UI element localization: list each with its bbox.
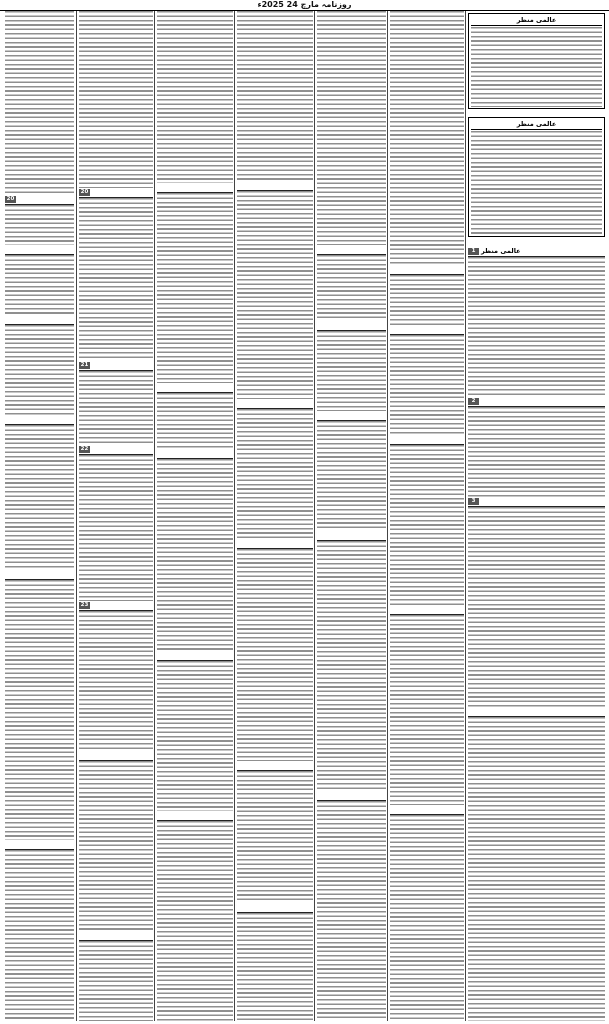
box-title: عالمی منظر (516, 16, 557, 24)
article-text (390, 11, 464, 265)
article-text (5, 425, 74, 570)
article-headline (237, 181, 313, 191)
article-text (157, 821, 233, 1021)
article-number-badge: 23 (80, 601, 89, 608)
article-text (390, 815, 464, 1021)
article-text (237, 11, 313, 181)
article-number-badge: 22 (80, 445, 89, 452)
article-text (468, 407, 605, 497)
news-column-2 (76, 11, 155, 1021)
article-text (471, 131, 602, 235)
article-text (157, 393, 233, 449)
article-headline (157, 383, 233, 393)
article-text (5, 11, 74, 195)
article-number-badge: 1 (468, 248, 479, 255)
box-headline (471, 16, 602, 26)
article-headline (317, 245, 386, 255)
article-headline (468, 497, 605, 507)
masthead (0, 0, 609, 11)
article-headline (390, 325, 464, 335)
article-headline (79, 601, 153, 611)
article-headline (390, 435, 464, 445)
boxed-column-item (468, 13, 605, 109)
article-headline (390, 605, 464, 615)
article-headline (157, 811, 233, 821)
article-text (237, 913, 313, 1021)
news-column-5 (314, 11, 388, 1021)
article-text (390, 275, 464, 325)
article-headline (468, 397, 605, 407)
article-text (468, 717, 605, 1021)
article-headline (5, 840, 74, 850)
issue-date: روزنامہ مارچ 24 2025ء (257, 0, 352, 9)
article-text (317, 421, 386, 531)
article-text (468, 257, 605, 397)
article-text (157, 11, 233, 183)
article-headline (468, 247, 605, 257)
article-text (5, 850, 74, 1021)
article-headline (237, 539, 313, 549)
article-text (157, 193, 233, 383)
article-number-badge: 20 (6, 195, 15, 202)
article-headline (5, 415, 74, 425)
article-headline (317, 411, 386, 421)
article-number-badge: 20 (80, 188, 89, 195)
box-title: عالمی منظر (516, 120, 557, 128)
article-text (79, 941, 153, 1021)
article-headline (79, 445, 153, 455)
article-headline (237, 903, 313, 913)
article-text (471, 27, 602, 107)
article-headline (390, 805, 464, 815)
article-text (157, 459, 233, 651)
article-text (157, 661, 233, 811)
article-text (79, 11, 153, 188)
news-column-7 (465, 11, 607, 1021)
headline-title: عالمی منظر (481, 247, 521, 255)
article-headline (5, 195, 74, 205)
article-text (5, 255, 74, 315)
article-text (5, 205, 74, 245)
article-text (390, 335, 464, 435)
news-column-6 (387, 11, 466, 1021)
newspaper-page (3, 11, 606, 1021)
article-text (237, 549, 313, 761)
article-text (390, 615, 464, 805)
article-headline (79, 188, 153, 198)
article-text (317, 541, 386, 791)
article-headline (157, 183, 233, 193)
article-number-badge: 2 (468, 398, 479, 405)
article-number-badge: 3 (468, 498, 479, 505)
article-text (5, 580, 74, 840)
boxed-column-item (468, 117, 605, 237)
article-text (237, 409, 313, 539)
article-text (237, 771, 313, 903)
article-text (5, 325, 74, 415)
article-headline (317, 791, 386, 801)
news-column-4 (234, 11, 315, 1021)
box-headline (471, 120, 602, 130)
article-headline (79, 931, 153, 941)
article-headline (237, 761, 313, 771)
article-headline (5, 245, 74, 255)
article-headline (157, 651, 233, 661)
article-text (79, 761, 153, 931)
article-headline (237, 399, 313, 409)
article-text (317, 255, 386, 321)
article-headline (317, 321, 386, 331)
article-headline (157, 449, 233, 459)
news-column-1 (3, 11, 76, 1021)
article-text (237, 191, 313, 399)
article-headline (390, 265, 464, 275)
article-headline (5, 570, 74, 580)
article-text (79, 455, 153, 601)
article-text (79, 611, 153, 751)
article-text (390, 445, 464, 605)
article-headline (79, 751, 153, 761)
article-headline (317, 531, 386, 541)
article-text (317, 801, 386, 1021)
article-text (468, 507, 605, 707)
article-text (317, 331, 386, 411)
article-headline (468, 707, 605, 717)
article-text (79, 198, 153, 361)
article-headline (79, 361, 153, 371)
article-text (317, 11, 386, 245)
article-text (79, 371, 153, 445)
article-headline (5, 315, 74, 325)
article-number-badge: 21 (80, 361, 89, 368)
news-column-3 (154, 11, 235, 1021)
